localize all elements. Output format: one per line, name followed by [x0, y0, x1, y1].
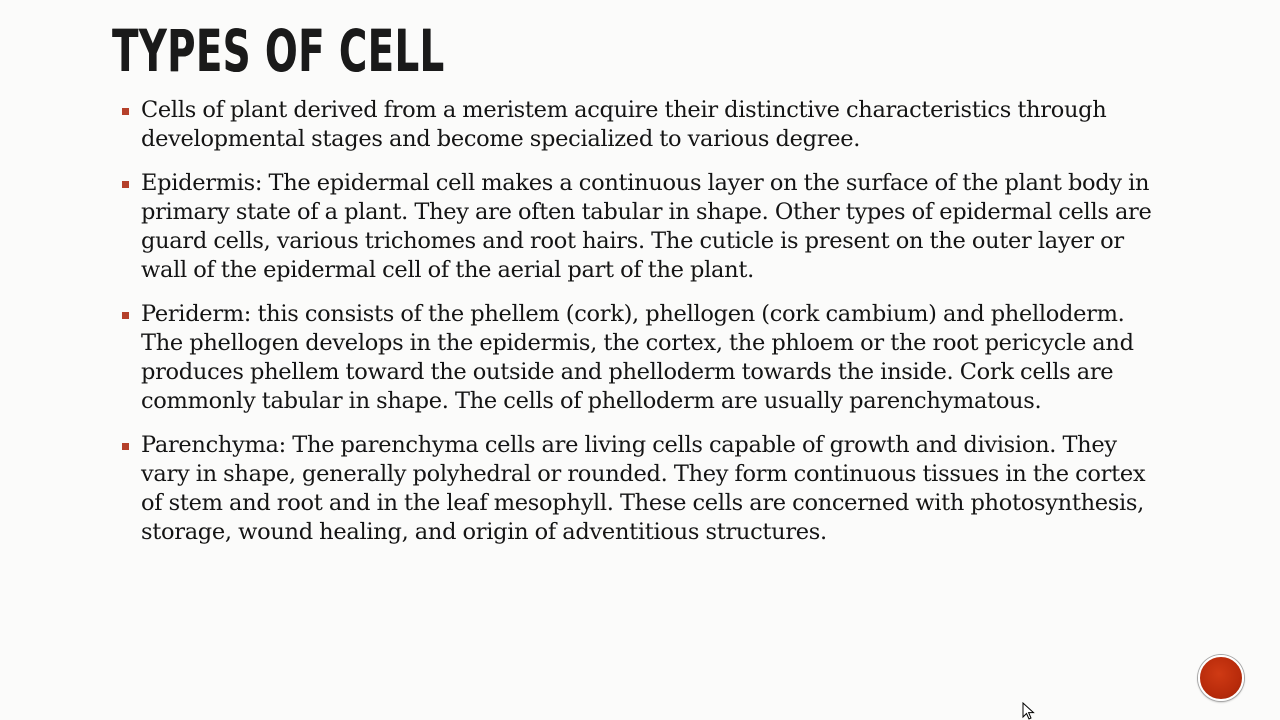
bullet-text: Periderm: this consists of the phellem (cork), phellogen (cork cambium) and phelloderm. The phellogen develops in the epidermis, the cortex, the phloem or the root pericycle and produces phellem toward the outside and phelloderm towards the inside. Cork cells are commonly tabular in shape. The cells of phelloderm are usually parenchymatous. — [141, 301, 1134, 414]
bullet-item-periderm — [122, 300, 1162, 416]
mouse-pointer-icon — [1022, 702, 1036, 720]
bullet-item-parenchyma — [122, 431, 1162, 547]
red-circle-nav-button[interactable] — [1198, 655, 1244, 701]
square-bullet-icon — [122, 108, 129, 115]
bullet-item-epidermis — [122, 169, 1162, 285]
bullet-item-cells-of-plant — [122, 96, 1162, 154]
slide-title: TYPES OF CELL — [112, 17, 445, 85]
square-bullet-icon — [122, 312, 129, 319]
bullet-text: Parenchyma: The parenchyma cells are living cells capable of growth and division. They vary in shape, generally polyhedral or rounded. They form continuous tissues in the cortex of stem and root and in the leaf mesophyll. These cells are concerned with photosynthesis, storage, wound healing, and origin of adventitious structures. — [141, 432, 1146, 545]
square-bullet-icon — [122, 181, 129, 188]
bullet-list — [122, 96, 1162, 562]
bullet-text: Epidermis: The epidermal cell makes a continuous layer on the surface of the plant body in primary state of a plant. They are often tabular in shape. Other types of epidermal cells are guard cells, various trichomes and root hairs. The cuticle is present on the outer layer or wall of the epidermal cell of the aerial part of the plant. — [141, 170, 1152, 283]
bullet-text: Cells of plant derived from a meristem acquire their distinctive characteristics through developmental stages and become specialized to various degree. — [141, 97, 1107, 152]
square-bullet-icon — [122, 443, 129, 450]
